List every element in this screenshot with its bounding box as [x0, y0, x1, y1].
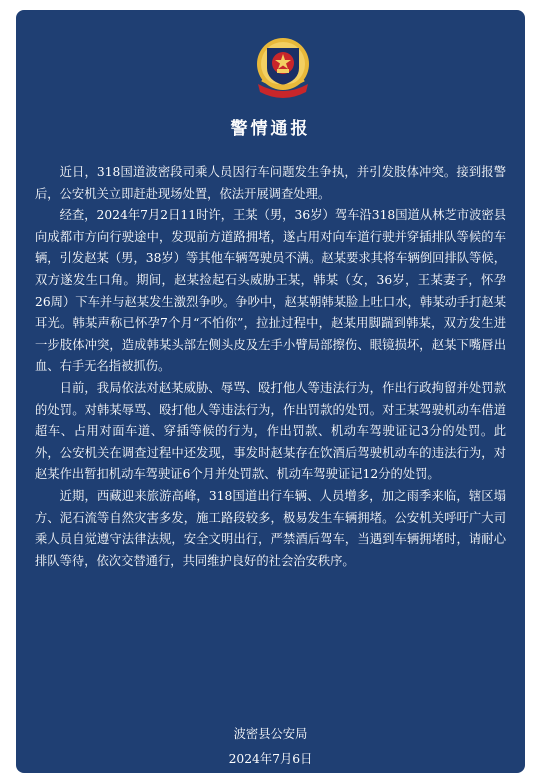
paragraph-penalties: 日前，我局依法对赵某威胁、辱骂、殴打他人等违法行为，作出行政拘留并处罚款的处罚。对韩某辱骂、殴打他人等违法行为，作出罚款的处罚。对王某驾驶机动车借道超车、占用对面车道、穿插等候的行为，作出罚款、机动车驾驶证记3分的处罚。此外，公安机关在调查过程中还发现，事发时赵某存在饮酒后驾驶机动车的违法行为，对赵某作出暂扣机动车驾驶证6个月并处罚款、机动车驾驶证记12分的处罚。 [35, 380, 506, 482]
notice-card [16, 10, 525, 773]
signature-block [16, 722, 525, 772]
paragraph-investigation: 经查，2024年7月2日11时许，王某（男，36岁）驾车沿318国道从林芝市波密县向成都市方向行驶途中，发现前方道路拥堵，遂占用对向车道行驶并穿插排队等候的车辆，引发赵某（男，38岁）等其他车辆驾驶员不满。赵某要求其将车辆倒回排队等候，双方遂发生口角。期间，赵某捡起石头威胁王某，韩某（女，36岁，王某妻子，怀孕26周）下车并与赵某发生激烈争吵。争吵中，赵某朝韩某脸上吐口水，韩某动手打赵某耳光。韩某声称已怀孕7个月“不怕你”，拉扯过程中，赵某用脚踹到韩某，双方发生进一步肢体冲突，造成韩某头部左侧头皮及左手小臂局部擦伤、眼镜损坏，赵某下嘴唇出血、右手无名指被抓伤。 [35, 208, 506, 374]
notice-title: 警情通报 [230, 119, 311, 139]
paragraph-intro: 近日，318国道波密段司乘人员因行车问题发生争执，并引发肢体冲突。接到报警后，公安机关立即赶赴现场处置，依法开展调查处理。 [35, 165, 506, 201]
issuer-name: 波密县公安局 [233, 727, 308, 741]
paragraph-appeal: 近期，西藏迎来旅游高峰，318国道出行车辆、人员增多，加之雨季来临，辖区塌方、泥石流等自然灾害多发，施工路段较多，极易发生车辆拥堵。公安机关呼吁广大司乘人员自觉遵守法律法规，安全文明出行，严禁酒后驾车，当遇到车辆拥堵时，请耐心排队等待，依次交替通行，共同维护良好的社会治安秩序。 [35, 488, 506, 568]
issue-date: 2024年7月6日 [228, 752, 313, 766]
notice-body [35, 162, 506, 572]
police-emblem-icon [248, 34, 318, 106]
